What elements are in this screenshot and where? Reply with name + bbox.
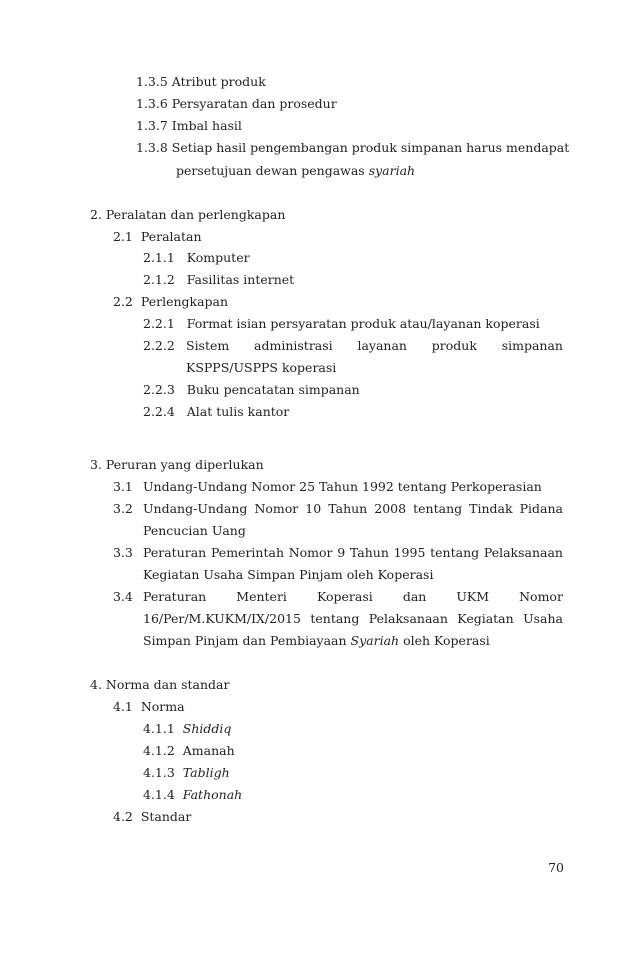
section-heading: 4. Norma dan standar [90,677,230,692]
list-item: 4.1.4 Fathonah [143,787,243,802]
list-item: 1.3.8 Setiap hasil pengembangan produk simpanan harus mendapat [136,140,570,155]
list-item-continuation: Simpan Pinjam dan Pembiayaan Syariah oleh Koperasi [143,633,490,648]
list-item-label: 3.1 [113,479,133,494]
list-item: Undang-Undang Nomor 25 Tahun 1992 tentang Perkoperasian [143,479,542,494]
list-item: 1.3.6 Persyaratan dan prosedur [136,96,337,111]
section-heading: 2. Peralatan dan perlengkapan [90,207,286,222]
page-number: 70 [548,860,564,875]
list-item: Peraturan Menteri Koperasi dan UKM Nomor [143,589,563,604]
subsection-heading: 2.1 Peralatan [113,229,202,244]
list-item: 2.2.4 Alat tulis kantor [143,404,290,419]
list-item: Peraturan Pemerintah Nomor 9 Tahun 1995 tentang Pelaksanaan [143,545,563,560]
list-item: 1.3.7 Imbal hasil [136,118,242,133]
list-item-continuation: Pencucian Uang [143,523,246,538]
list-item-label: 3.3 [113,545,133,560]
subsection-heading: 4.2 Standar [113,809,192,824]
list-item: Sistem administrasi layanan produk simpanan [186,338,563,353]
list-item: 2.2.1 Format isian persyaratan produk atau/layanan koperasi [143,316,540,331]
section-heading: 3. Peruran yang diperlukan [90,457,264,472]
list-item-label: 3.2 [113,501,133,516]
list-item-continuation: persetujuan dewan pengawas syariah [176,163,416,178]
subsection-heading: 4.1 Norma [113,699,185,714]
list-item-continuation: Kegiatan Usaha Simpan Pinjam oleh Koperasi [143,567,434,582]
list-item: Undang-Undang Nomor 10 Tahun 2008 tentang Tindak Pidana [143,501,563,516]
list-item: 4.1.1 Shiddiq [143,721,232,736]
list-item: 1.3.5 Atribut produk [136,74,266,89]
list-item: 2.1.1 Komputer [143,250,250,265]
list-item: 4.1.2 Amanah [143,743,235,758]
list-item: 2.2.3 Buku pencatatan simpanan [143,382,360,397]
list-item-label: 2.2.2 [143,338,175,353]
list-item-continuation: KSPPS/USPPS koperasi [186,360,337,375]
list-item-label: 3.4 [113,589,133,604]
list-item: 4.1.3 Tabligh [143,765,230,780]
subsection-heading: 2.2 Perlengkapan [113,294,229,309]
list-item: 2.1.2 Fasilitas internet [143,272,295,287]
list-item-continuation: 16/Per/M.KUKM/IX/2015 tentang Pelaksanaan Kegiatan Usaha [143,611,563,626]
